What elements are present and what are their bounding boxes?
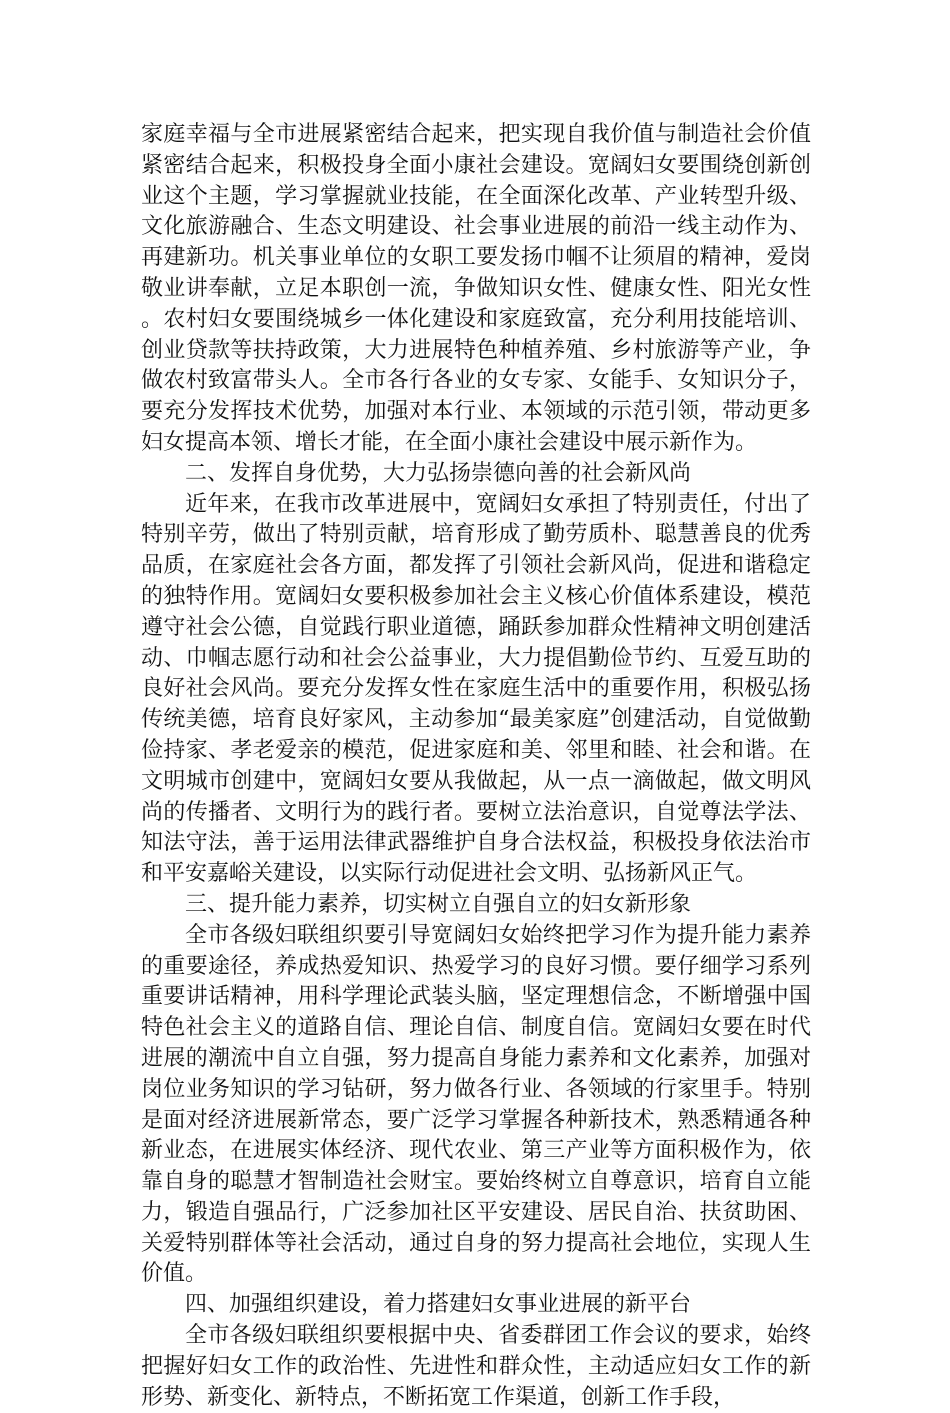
paragraph-body: 全市各级妇联组织要根据中央、省委群团工作会议的要求，始终把握好妇女工作的政治性、先进性和群众性，主动适应妇女工作的新形势、新变化、新特点，不断拓宽工作渠道，创新工作手段， xyxy=(141,1323,811,1410)
document-page xyxy=(141,120,811,1413)
paragraph-body-continued: 家庭幸福与全市进展紧密结合起来，把实现自我价值与制造社会价值紧密结合起来，积极投身全面小康社会建设。宽阔妇女要围绕创新创业这个主题，学习掌握就业技能，在全面深化改革、产业转型升级、文化旅游融合、生态文明建设、社会事业进展的前沿一线主动作为、再建新功。机关事业单位的女职工要发扬巾帼不让须眉的精神，爱岗敬业讲奉献，立足本职创一流，争做知识女性、健康女性、阳光女性。农村妇女要围绕城乡一体化建设和家庭致富，充分利用技能培训、创业贷款等扶持政策，大力进展特色种植养殖、乡村旅游等产业，争做农村致富带头人。全市各行各业的女专家、女能手、女知识分子，要充分发挥技术优势，加强对本行业、本领域的示范引领，带动更多妇女提高本领、增长才能，在全面小康社会建设中展示新作为。 xyxy=(141,122,811,455)
paragraph-body: 近年来，在我市改革进展中，宽阔妇女承担了特别责任，付出了特别辛劳，做出了特别贡献，培育形成了勤劳质朴、聪慧善良的优秀品质，在家庭社会各方面，都发挥了引领社会新风尚，促进和谐稳定的独特作用。宽阔妇女要积极参加社会主义核心价值体系建设，模范遵守社会公德，自觉践行职业道德，踊跃参加群众性精神文明创建活动、巾帼志愿行动和社会公益事业，大力提倡勤俭节约、互爱互助的良好社会风尚。要充分发挥女性在家庭生活中的重要作用，积极弘扬传统美德，培育良好家风，主动参加“最美家庭”创建活动，自觉做勤俭持家、孝老爱亲的模范，促进家庭和美、邻里和睦、社会和谐。在文明城市创建中，宽阔妇女要从我做起，从一点一滴做起，做文明风尚的传播者、文明行为的践行者。要树立法治意识，自觉尊法学法、知法守法，善于运用法律武器维护自身合法权益，积极投身依法治市和平安嘉峪关建设，以实际行动促进社会文明、弘扬新风正气。 xyxy=(141,491,811,887)
section-heading-3: 三、提升能力素养，切实树立自强自立的妇女新形象 xyxy=(185,891,692,917)
section-heading-2: 二、发挥自身优势，大力弘扬崇德向善的社会新风尚 xyxy=(185,460,692,486)
section-heading-4: 四、加强组织建设，着力搭建妇女事业进展的新平台 xyxy=(185,1292,692,1318)
paragraph-body: 全市各级妇联组织要引导宽阔妇女始终把学习作为提升能力素养的重要途径，养成热爱知识、热爱学习的良好习惯。要仔细学习系列重要讲话精神，用科学理论武装头脑，坚定理想信念，不断增强中国特色社会主义的道路自信、理论自信、制度自信。宽阔妇女要在时代进展的潮流中自立自强，努力提高自身能力素养和文化素养，加强对岗位业务知识的学习钻研，努力做各行业、各领域的行家里手。特别是面对经济进展新常态，要广泛学习掌握各种新技术，熟悉精通各种新业态，在进展实体经济、现代农业、第三产业等方面积极作为，依靠自身的聪慧才智制造社会财宝。要始终树立自尊意识，培育自立能力，锻造自强品行，广泛参加社区平安建设、居民自治、扶贫助困、关爱特别群体等社会活动，通过自身的努力提高社会地位，实现人生价值。 xyxy=(141,922,811,1287)
